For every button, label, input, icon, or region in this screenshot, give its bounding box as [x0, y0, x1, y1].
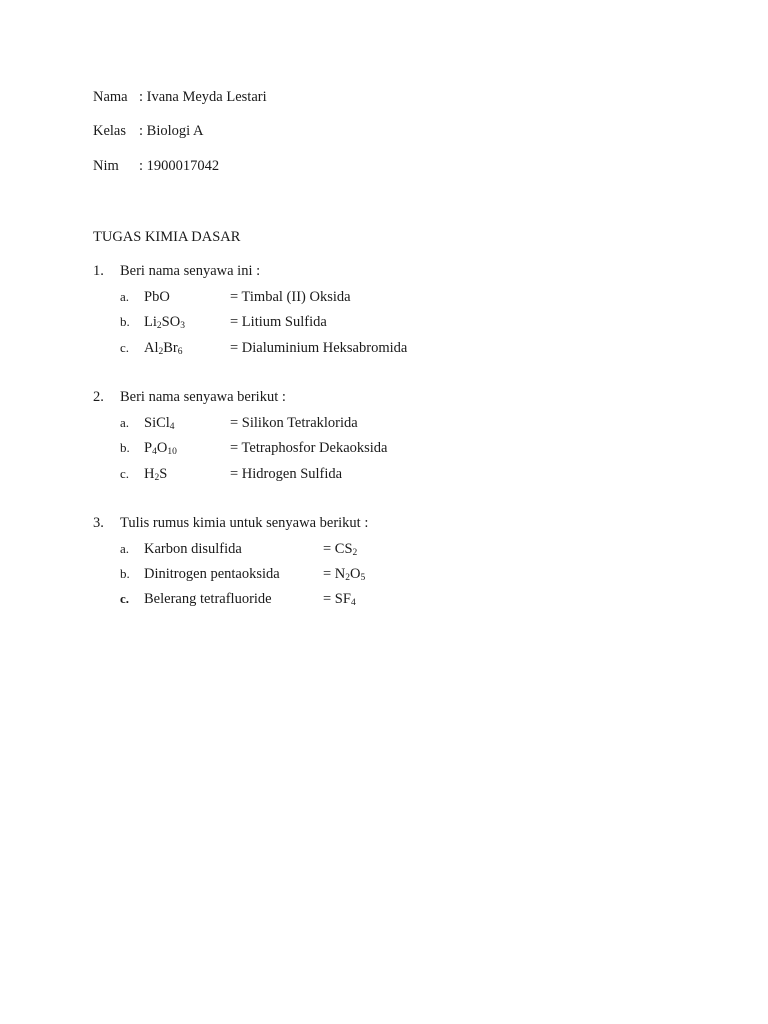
q1-item-letter: a. — [120, 289, 130, 304]
formula-text: Al — [144, 340, 159, 356]
formula-subscript: 2 — [345, 573, 351, 583]
formula-text: = SF — [323, 591, 351, 607]
q2-item-answer: = Tetraphosfor Dekaoksida — [230, 440, 388, 456]
formula-subscript: 2 — [158, 347, 164, 357]
q3-item-answer — [323, 590, 356, 610]
q2-item-letter: a. — [120, 415, 130, 430]
formula-text: S — [159, 466, 168, 482]
class-label: Kelas — [93, 123, 127, 139]
q1-item-answer: = Dialuminium Heksabromida — [230, 340, 408, 356]
name-value: : Ivana Meyda Lestari — [139, 89, 267, 105]
formula-text: = CS — [323, 541, 353, 557]
page-title: TUGAS KIMIA DASAR — [93, 229, 241, 245]
formula-subscript: 6 — [177, 347, 183, 357]
q3-item-name: Karbon disulfida — [144, 541, 242, 557]
formula-text: P — [144, 440, 153, 456]
formula-text: SO — [161, 314, 181, 330]
q1-item-answer: = Litium Sulfida — [230, 314, 327, 330]
q3-item-letter: c. — [120, 591, 130, 606]
nim-value: : 1900017042 — [139, 158, 220, 174]
q3-item-name: Dinitrogen pentaoksida — [144, 566, 280, 582]
class-value: : Biologi A — [139, 123, 204, 139]
formula-text: O — [156, 440, 168, 456]
formula-text: O — [350, 566, 361, 582]
formula-text: H — [144, 466, 155, 482]
formula-subscript: 4 — [350, 598, 356, 608]
formula-subscript: 10 — [167, 447, 177, 457]
q2-item-answer: = Silikon Tetraklorida — [230, 415, 358, 431]
q2-item-formula — [144, 414, 175, 434]
q1-item-letter: c. — [120, 340, 130, 355]
formula-text: Br — [163, 340, 178, 356]
q3-item-answer — [323, 565, 365, 585]
q1-item-formula — [144, 313, 185, 333]
formula-text: SiCl — [144, 415, 170, 431]
nim-label: Nim — [93, 158, 119, 174]
formula-subscript: 3 — [180, 321, 185, 331]
formula-text: Li — [144, 314, 157, 330]
q3-item-name: Belerang tetrafluoride — [144, 591, 272, 607]
q3-item-letter: a. — [120, 541, 130, 556]
q1-number: 1. — [93, 263, 104, 279]
q2-prompt: Beri nama senyawa berikut : — [120, 389, 286, 405]
q2-item-letter: c. — [120, 466, 130, 481]
q3-item-answer — [323, 540, 357, 560]
formula-subscript: 2 — [154, 473, 160, 483]
q3-prompt: Tulis rumus kimia untuk senyawa berikut : — [120, 515, 369, 531]
formula-text: = N — [323, 566, 346, 582]
q1-item-formula — [144, 339, 183, 359]
q2-item-letter: b. — [120, 440, 130, 455]
q1-item-answer: = Timbal (II) Oksida — [230, 289, 351, 305]
q3-number: 3. — [93, 515, 104, 531]
q2-item-formula — [144, 439, 177, 459]
formula-subscript: 4 — [152, 447, 157, 457]
formula-subscript: 2 — [156, 321, 162, 331]
formula-subscript: 5 — [360, 573, 366, 583]
formula-text: PbO — [144, 289, 170, 305]
q2-item-formula — [144, 465, 167, 485]
q3-item-letter: b. — [120, 566, 130, 581]
q2-item-answer: = Hidrogen Sulfida — [230, 466, 343, 482]
q1-item-formula — [144, 288, 170, 306]
formula-subscript: 4 — [169, 422, 175, 432]
q2-number: 2. — [93, 389, 104, 405]
q1-item-letter: b. — [120, 314, 130, 329]
formula-subscript: 2 — [352, 548, 358, 558]
name-label: Nama — [93, 89, 128, 105]
q1-prompt: Beri nama senyawa ini : — [120, 263, 261, 279]
